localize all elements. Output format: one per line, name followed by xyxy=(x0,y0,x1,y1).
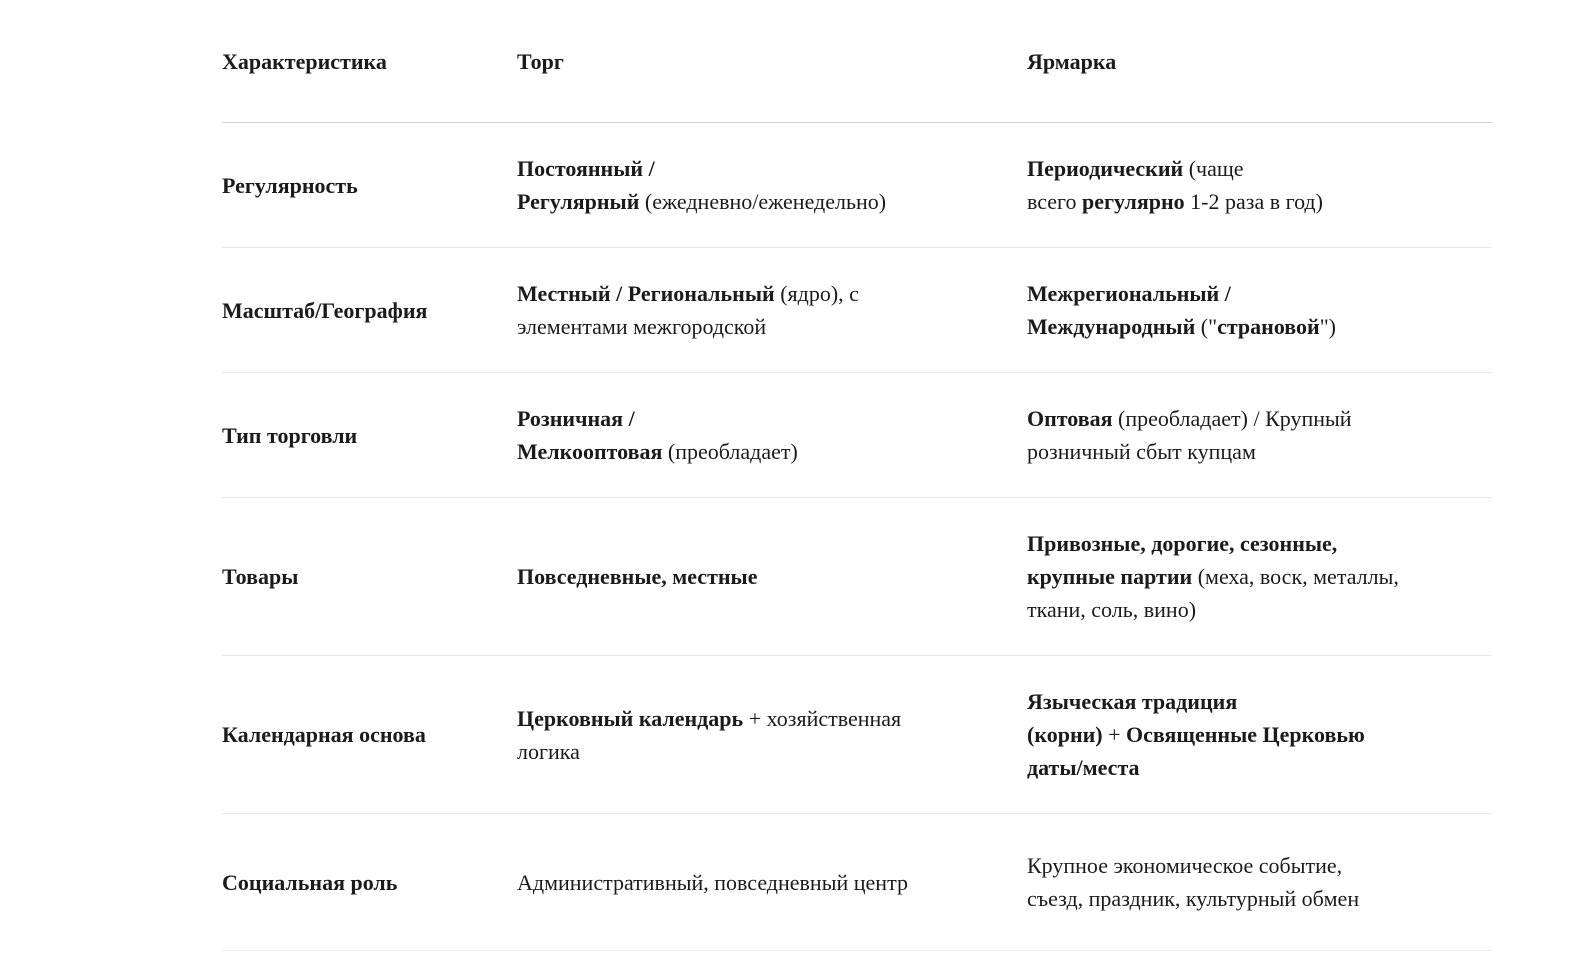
characteristic-cell: Календарная основа xyxy=(222,656,517,814)
torg-cell: Местный / Региональный (ядро), с элементами межгородской xyxy=(517,248,1027,373)
table-row xyxy=(222,248,1492,373)
characteristic-cell: Регулярность xyxy=(222,123,517,248)
characteristic-cell: Товары xyxy=(222,498,517,656)
table-row xyxy=(222,373,1492,498)
column-header-yarmarka: Ярмарка xyxy=(1027,30,1492,123)
table-body xyxy=(222,123,1492,951)
yarmarka-cell: Межрегиональный / Международный ("страновой") xyxy=(1027,248,1492,373)
header-row xyxy=(222,30,1492,123)
torg-cell: Розничная / Мелкооптовая (преобладает) xyxy=(517,373,1027,498)
yarmarka-cell: Периодический (чаще всего регулярно 1-2 раза в год) xyxy=(1027,123,1492,248)
torg-cell: Церковный календарь + хозяйственная логика xyxy=(517,656,1027,814)
yarmarka-cell: Языческая традиция (корни) + Освященные Церковью даты/места xyxy=(1027,656,1492,814)
characteristic-cell: Масштаб/География xyxy=(222,248,517,373)
table-header xyxy=(222,30,1492,123)
table-row xyxy=(222,656,1492,814)
torg-yarmarka-comparison-table xyxy=(222,30,1492,951)
table-row xyxy=(222,814,1492,951)
column-header-torg: Торг xyxy=(517,30,1027,123)
table-row xyxy=(222,498,1492,656)
torg-cell: Административный, повседневный центр xyxy=(517,814,1027,951)
table-row xyxy=(222,123,1492,248)
yarmarka-cell: Привозные, дорогие, сезонные, крупные партии (меха, воск, металлы, ткани, соль, вино) xyxy=(1027,498,1492,656)
characteristic-cell: Социальная роль xyxy=(222,814,517,951)
torg-cell: Повседневные, местные xyxy=(517,498,1027,656)
torg-cell: Постоянный / Регулярный (ежедневно/еженедельно) xyxy=(517,123,1027,248)
column-header-characteristic: Характеристика xyxy=(222,30,517,123)
characteristic-cell: Тип торговли xyxy=(222,373,517,498)
yarmarka-cell: Оптовая (преобладает) / Крупный розничный сбыт купцам xyxy=(1027,373,1492,498)
yarmarka-cell: Крупное экономическое событие, съезд, праздник, культурный обмен xyxy=(1027,814,1492,951)
